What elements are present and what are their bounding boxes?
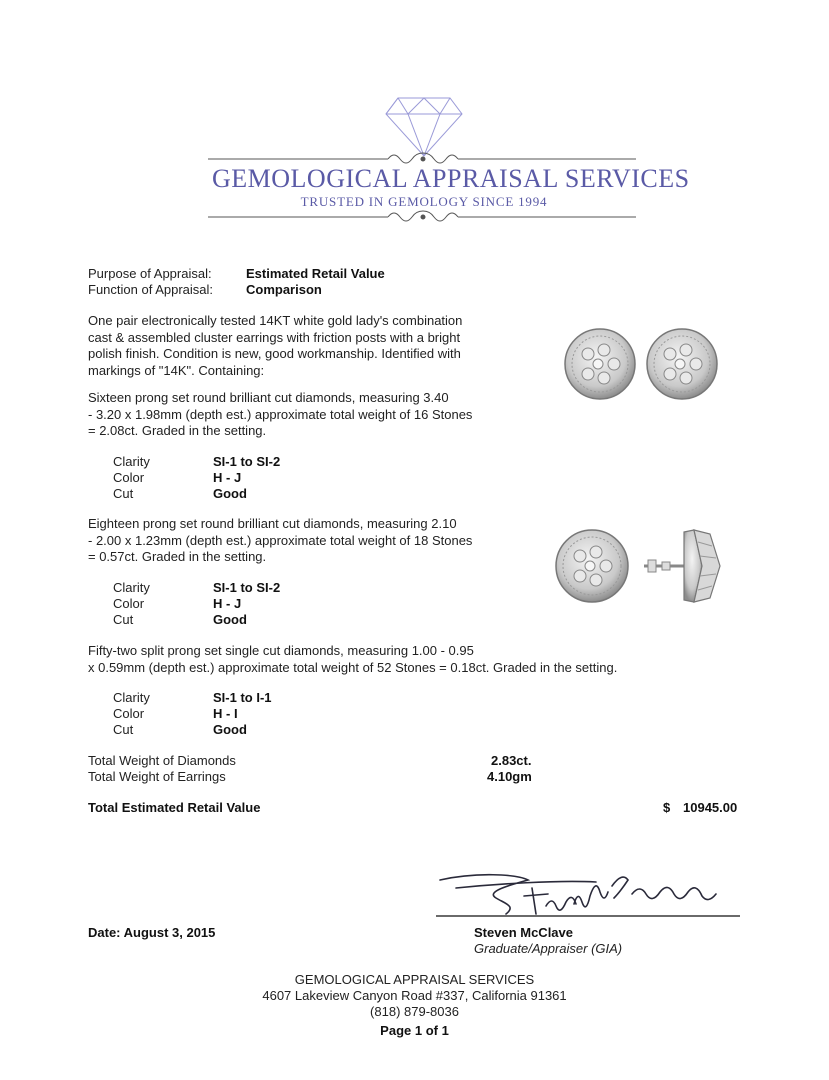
grade-label: Cut: [113, 486, 134, 501]
grade-label: Cut: [113, 612, 134, 627]
grade-value: Good: [213, 486, 247, 501]
total-retail-value: 10945.00: [683, 800, 738, 815]
purpose-label: Purpose of Appraisal:: [88, 266, 212, 281]
logo-title: GEMOLOGICAL APPRAISAL SERVICES: [212, 164, 690, 193]
grade-label: Clarity: [113, 690, 150, 705]
description-line: markings of "14K". Containing:: [88, 362, 265, 378]
grade-label: Clarity: [113, 580, 150, 595]
grade-value: H - J: [213, 596, 242, 611]
function-value: Comparison: [246, 282, 322, 297]
item-description: [88, 313, 528, 379]
stone-line: = 0.57ct. Graded in the setting.: [88, 549, 267, 564]
earring-front-photo: [560, 320, 740, 410]
stone-group-3-description: [88, 643, 728, 676]
total-earrings-label: Total Weight of Earrings: [88, 769, 226, 784]
stone-line: Eighteen prong set round brilliant cut diamonds, measuring 2.10: [88, 516, 457, 531]
grade-value: SI-1 to SI-2: [213, 580, 281, 595]
grade-value: Good: [213, 722, 247, 737]
footer-company: GEMOLOGICAL APPRAISAL SERVICES: [294, 972, 535, 987]
grade-value: SI-1 to I-1: [213, 690, 272, 705]
total-diamonds-label: Total Weight of Diamonds: [88, 753, 236, 768]
stone-line: Fifty-two split prong set single cut diamonds, measuring 1.00 - 0.95: [88, 643, 474, 658]
stone-line: Sixteen prong set round brilliant cut diamonds, measuring 3.40: [88, 390, 449, 405]
stone-group-1-description: [88, 390, 548, 440]
grade-value: H - I: [213, 706, 238, 721]
stone-line: x 0.59mm (depth est.) approximate total weight of 52 Stones = 0.18ct. Graded in the setting.: [88, 659, 618, 675]
appraiser-title: Graduate/Appraiser (GIA): [474, 941, 623, 956]
grade-value: H - J: [213, 470, 242, 485]
description-line: cast & assembled cluster earrings with friction posts with a bright: [88, 329, 461, 345]
grade-label: Color: [113, 470, 145, 485]
total-diamonds-value: 2.83ct.: [491, 753, 532, 768]
stone-group-2-description: [88, 516, 548, 566]
stone-line: - 3.20 x 1.98mm (depth est.) approximate total weight of 16 Stones: [88, 406, 473, 422]
total-earrings-value: 4.10gm: [487, 769, 532, 784]
footer-address: 4607 Lakeview Canyon Road #337, California 91361: [262, 988, 567, 1003]
total-retail-label: Total Estimated Retail Value: [88, 800, 261, 815]
grade-label: Color: [113, 596, 145, 611]
logo-tagline: TRUSTED IN GEMOLOGY SINCE 1994: [300, 194, 548, 209]
grade-label: Clarity: [113, 454, 150, 469]
purpose-value: Estimated Retail Value: [246, 266, 385, 281]
page-number: Page 1 of 1: [380, 1023, 449, 1038]
grade-label: Color: [113, 706, 145, 721]
handwritten-signature: [436, 866, 742, 922]
grade-label: Cut: [113, 722, 134, 737]
earring-side-photo: [552, 522, 742, 610]
currency-symbol: $: [663, 800, 671, 815]
appraiser-name: Steven McClave: [474, 925, 573, 940]
appraisal-date: Date: August 3, 2015: [88, 925, 216, 940]
description-line: polish finish. Condition is new, good workmanship. Identified with: [88, 346, 461, 361]
grade-value: SI-1 to SI-2: [213, 454, 281, 469]
description-line: One pair electronically tested 14KT white gold lady's combination: [88, 313, 463, 328]
grade-value: Good: [213, 612, 247, 627]
stone-line: - 2.00 x 1.23mm (depth est.) approximate total weight of 18 Stones: [88, 532, 473, 548]
function-label: Function of Appraisal:: [88, 282, 214, 297]
footer-phone: (818) 879-8036: [370, 1004, 459, 1019]
stone-line: = 2.08ct. Graded in the setting.: [88, 423, 267, 438]
